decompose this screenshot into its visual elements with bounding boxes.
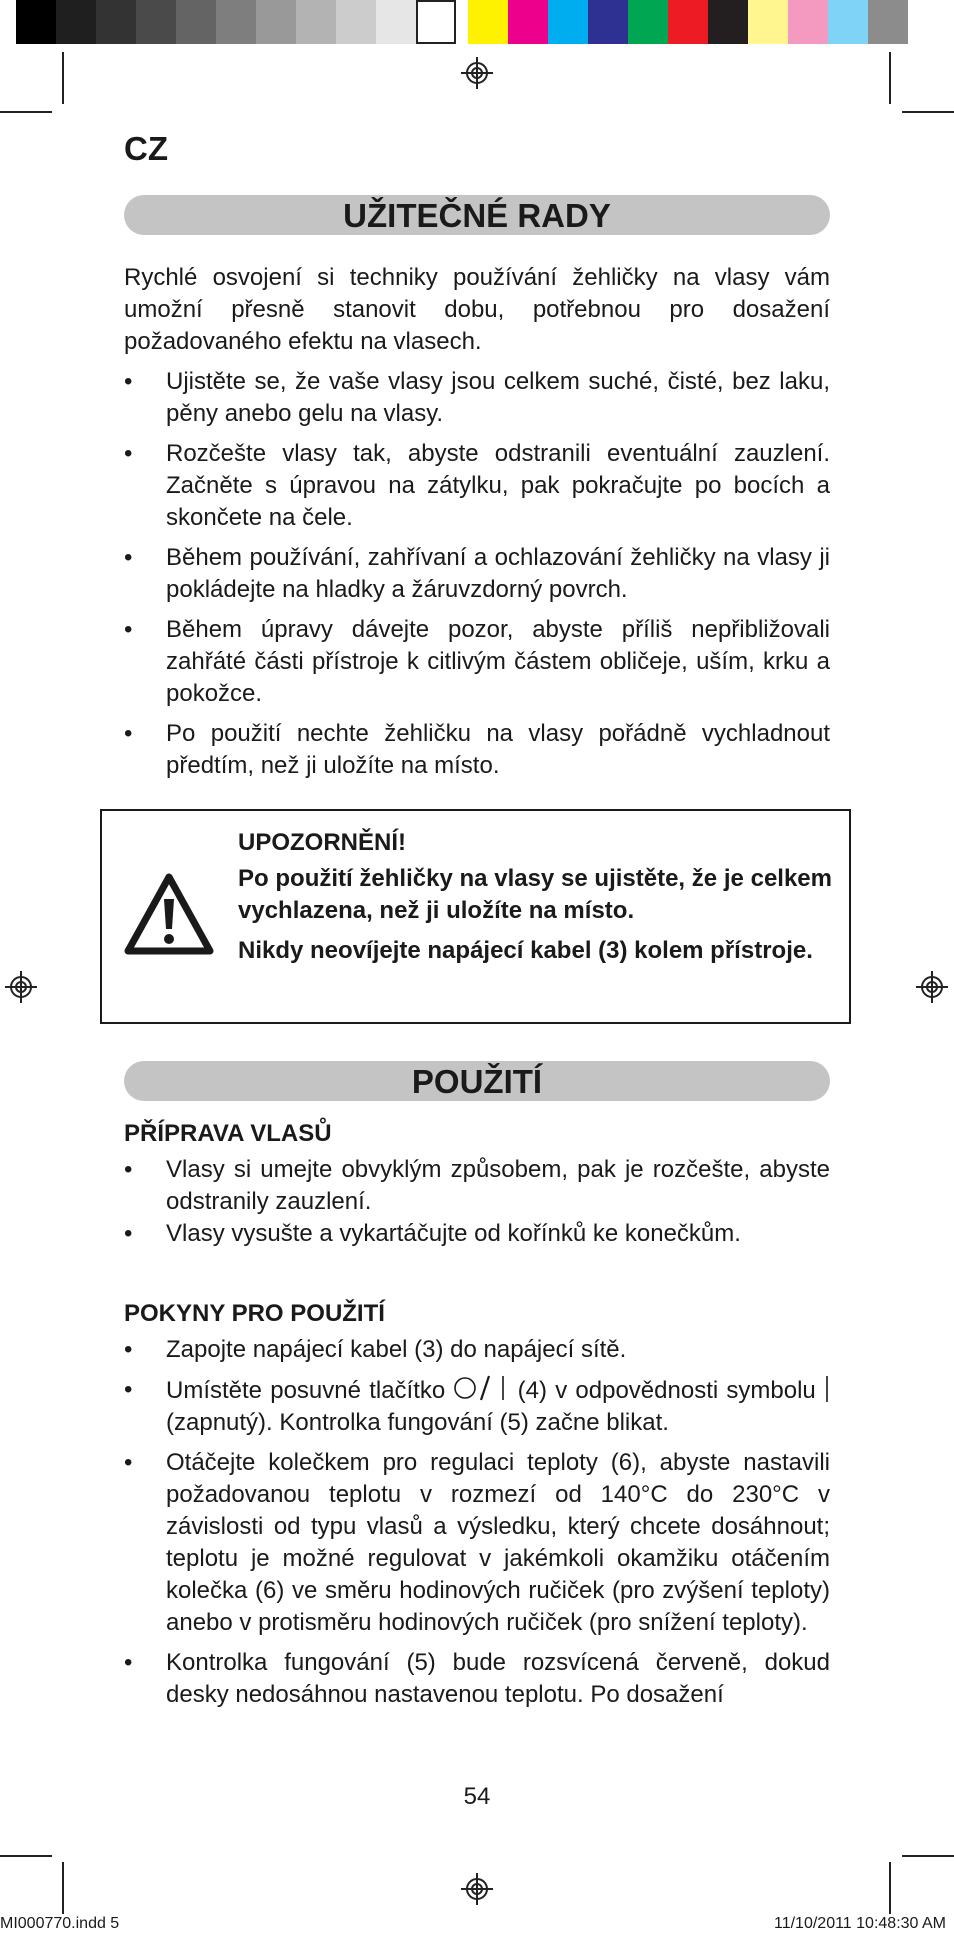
page-number: 54 bbox=[463, 1783, 491, 1810]
color-swatch bbox=[508, 0, 548, 44]
list-item: • Zapojte napájecí kabel (3) do napájecí sítě. bbox=[124, 1334, 830, 1366]
list-item: • Po použití nechte žehličku na vlasy pořádně vychladnout předtím, než ji uložíte na místo. bbox=[124, 718, 830, 782]
gray-swatch bbox=[376, 0, 416, 44]
crop-mark bbox=[902, 1855, 954, 1857]
list-item bbox=[124, 1374, 830, 1439]
color-swatch bbox=[868, 0, 908, 44]
color-swatch bbox=[468, 0, 508, 44]
swatch-gap bbox=[456, 0, 468, 44]
warning-triangle-icon bbox=[122, 871, 216, 957]
crop-mark bbox=[0, 111, 52, 113]
list-item: • Během používání, zahřívaní a ochlazování žehličky na vlasy ji pokládejte na hladky a žáruvzdorný povrch. bbox=[124, 542, 830, 606]
crop-mark bbox=[0, 1855, 52, 1857]
footer-timestamp: 11/10/2011 10:48:30 AM bbox=[774, 1915, 946, 1932]
list-item: • Rozčešte vlasy tak, abyste odstranili eventuální zauzlení. Začněte s úpravou na zátylku, pak pokračujte po bocích a skončete na čele. bbox=[124, 438, 830, 534]
color-swatch bbox=[788, 0, 828, 44]
gray-swatch bbox=[56, 0, 96, 44]
gray-swatch bbox=[96, 0, 136, 44]
crop-mark bbox=[889, 52, 891, 104]
warning-box bbox=[100, 809, 851, 1024]
list-item: • Otáčejte kolečkem pro regulaci teploty (6), abyste nastavili požadovanou teplotu v rozmezí od 140°C do 230°C v závislosti od typu vlasů a výsledku, který chcete dosáhnout; teplotu je možné regulovat v jakémkoli okamžiku otáčením kolečka (6) ve směru hodinových ručiček (pro zvýšení teploty) anebo v protisměru hodinových ručiček (pro snížení teploty). bbox=[124, 1447, 830, 1639]
color-swatch bbox=[668, 0, 708, 44]
registration-mark-icon bbox=[916, 971, 948, 1003]
gray-swatch bbox=[136, 0, 176, 44]
gray-swatch bbox=[16, 0, 56, 44]
crop-mark bbox=[62, 1862, 64, 1914]
on-symbol-icon bbox=[824, 1376, 830, 1402]
footer-filename: MI000770.indd 5 bbox=[0, 1915, 120, 1932]
list-item: • Vlasy vysušte a vykartáčujte od kořínků ke konečkům. bbox=[124, 1218, 830, 1250]
subheading-prep: PŘÍPRAVA VLASŮ bbox=[124, 1120, 332, 1147]
registration-mark-icon bbox=[461, 1873, 493, 1905]
gray-swatch bbox=[256, 0, 296, 44]
crop-mark bbox=[62, 52, 64, 104]
list-item-text: Umístěte posuvné tlačítko bbox=[166, 1377, 446, 1404]
list-item-text: (zapnutý). Kontrolka fungování (5) začne blikat. bbox=[166, 1409, 669, 1436]
gray-swatch bbox=[336, 0, 376, 44]
tips-list bbox=[124, 366, 830, 782]
power-switch-icon bbox=[453, 1374, 509, 1402]
instructions-list bbox=[124, 1334, 830, 1711]
list-item: • Kontrolka fungování (5) bude rozsvícená červeně, dokud desky nedosáhnou nastavenou teplotu. Po dosažení bbox=[124, 1647, 830, 1711]
list-item-text: (4) v odpovědnosti symbolu bbox=[517, 1377, 816, 1404]
color-swatch bbox=[748, 0, 788, 44]
language-code: CZ bbox=[124, 130, 168, 167]
color-swatch bbox=[628, 0, 668, 44]
warning-title: UPOZORNĚNÍ! bbox=[238, 829, 406, 856]
registration-mark-icon bbox=[5, 971, 37, 1003]
crop-mark bbox=[902, 111, 954, 113]
warning-line: Po použití žehličky na vlasy se ujistěte, že je celkem vychlazena, než ji uložíte na místo. bbox=[238, 865, 832, 924]
registration-mark-icon bbox=[461, 57, 493, 89]
gray-swatch bbox=[216, 0, 256, 44]
warning-line: Nikdy neovíjejte napájecí kabel (3) kolem přístroje. bbox=[238, 937, 813, 964]
usage-content bbox=[124, 1118, 830, 1711]
list-item: • Během úpravy dávejte pozor, abyste příliš nepřibližovali zahřáté části přístroje k citlivým částem obličeje, uším, krku a pokožce. bbox=[124, 614, 830, 710]
tips-content bbox=[124, 262, 830, 782]
color-swatch bbox=[548, 0, 588, 44]
gray-swatch bbox=[176, 0, 216, 44]
section-heading-usage: POUŽITÍ bbox=[124, 1061, 830, 1101]
warning-text bbox=[238, 827, 832, 967]
list-item: • Vlasy si umejte obvyklým způsobem, pak je rozčešte, abyste odstranily zauzlení. bbox=[124, 1154, 830, 1218]
subheading-instructions: POKYNY PRO POUŽITÍ bbox=[124, 1300, 385, 1327]
gray-swatch bbox=[296, 0, 336, 44]
tips-intro: Rychlé osvojení si techniky používání žehličky na vlasy vám umožní přesně stanovit dobu, potřebnou pro dosažení požadovaného efektu na vlasech. bbox=[124, 264, 830, 355]
color-swatch bbox=[828, 0, 868, 44]
list-item: • Ujistěte se, že vaše vlasy jsou celkem suché, čisté, bez laku, pěny anebo gelu na vlasy. bbox=[124, 366, 830, 430]
crop-mark bbox=[889, 1862, 891, 1914]
color-swatch bbox=[588, 0, 628, 44]
print-color-bar bbox=[16, 0, 908, 44]
color-swatch bbox=[708, 0, 748, 44]
gray-swatch bbox=[416, 0, 456, 44]
prep-list bbox=[124, 1154, 830, 1250]
section-heading-tips: UŽITEČNÉ RADY bbox=[124, 195, 830, 235]
